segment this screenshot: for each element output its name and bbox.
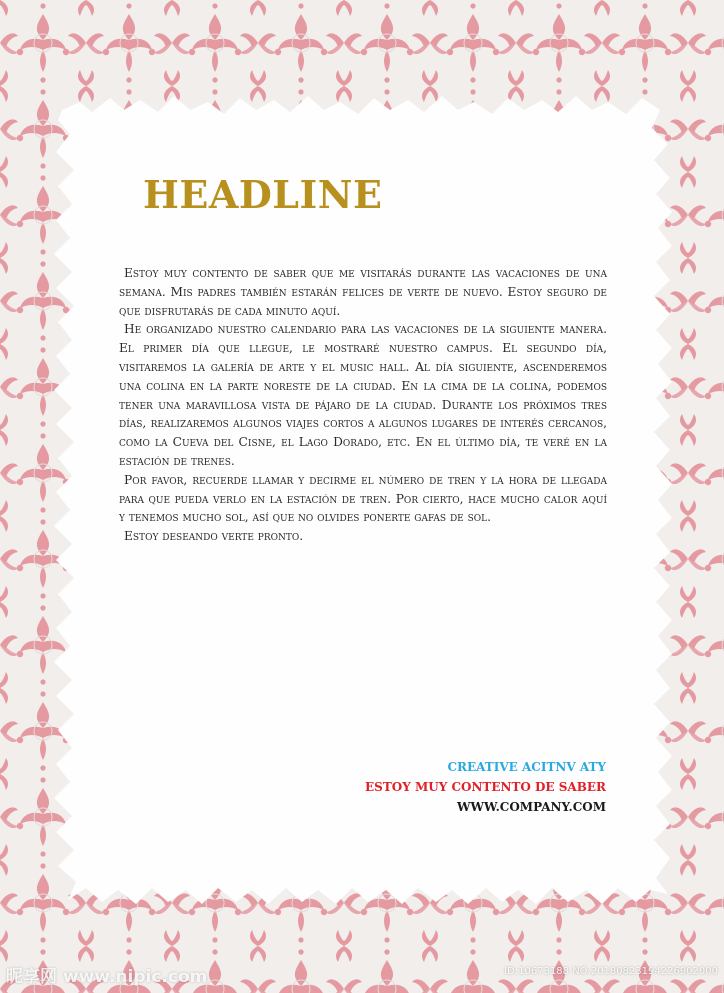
paragraph-1: Estoy muy contento de saber que me visitarás durante las vacaciones de una semana. Mis padres también estarán felices de verte de nuevo. Estoy seguro de que disfrutarás de cada minuto aquí. <box>119 266 607 318</box>
footer-website: WWW.COMPANY.COM <box>457 800 606 814</box>
footer-subtitle: ESTOY MUY CONTENTO DE SABER <box>365 780 606 794</box>
watermark-left: 昵享网 www.nipic.com <box>6 967 208 987</box>
paragraph-4: Estoy deseando verte pronto. <box>124 529 304 544</box>
headline: HEADLINE <box>143 172 383 217</box>
paragraph-2: He organizado nuestro calendario para las vacaciones de la siguiente manera. El primer día que llegue, le mostraré nuestro campus. El segundo día, visitaremos la galería de arte y el music hall. Al día siguiente, ascenderemos una colina en la parte noreste de la ciudad. En la cima de la colina, podemos tener una maravillosa vista de pájaro de la ciudad. Durante los próximos tres días, realizaremos algunos viajes cortos a algunos lugares de interés cercanos, como la Cueva del Cisne, el Lago Dorado, etc. En el último día, te veré en la estación de trenes. <box>119 322 607 468</box>
footer-block <box>365 757 606 817</box>
letter-body <box>119 264 607 546</box>
footer-tagline: CREATIVE ACITNV ATY <box>447 760 606 774</box>
watermark-right: ID:10673188 NO:20180823194226902000 <box>504 966 718 977</box>
paragraph-3: Por favor, recuerde llamar y decirme el número de tren y la hora de llegada para que pueda verlo en la estación de tren. Por cierto, hace mucho calor aquí y tenemos mucho sol, así que no olvides ponerte gafas de sol. <box>119 472 607 525</box>
